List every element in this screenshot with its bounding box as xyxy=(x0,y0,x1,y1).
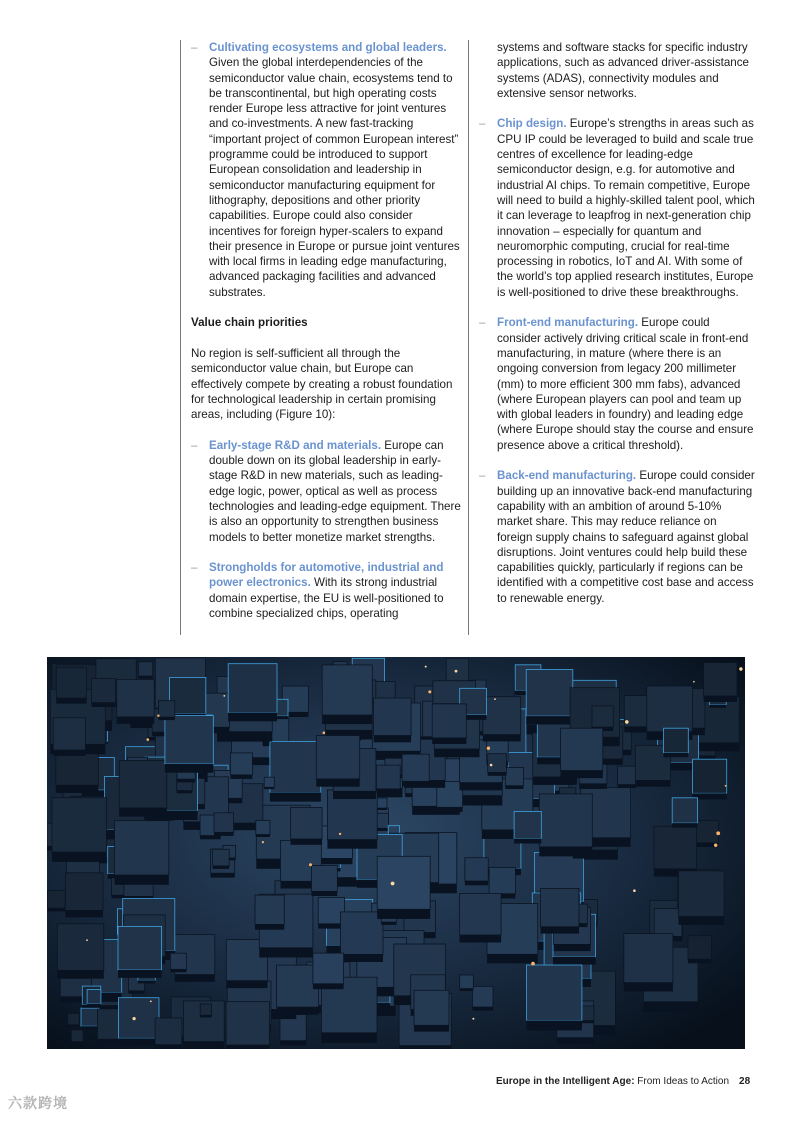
light-spark xyxy=(147,738,150,741)
bullet-strongholds xyxy=(191,560,465,621)
chip-block-side xyxy=(175,975,215,982)
chip-block xyxy=(291,807,323,839)
chip-block-side xyxy=(460,935,502,943)
bullet-dash: – xyxy=(479,469,486,483)
chip-block-side xyxy=(117,717,155,724)
chip-block xyxy=(374,698,412,736)
bullet-lead: Front-end manufacturing. xyxy=(497,316,639,330)
light-spark xyxy=(428,690,431,693)
right-column xyxy=(468,40,755,635)
chip-block xyxy=(654,826,697,869)
chip-block-side xyxy=(138,676,152,679)
chip-block xyxy=(118,926,162,970)
chip-block xyxy=(539,794,592,847)
chip-block xyxy=(255,895,284,924)
chip-block-side xyxy=(327,840,377,849)
light-spark xyxy=(633,889,636,892)
chip-block-side xyxy=(322,715,372,724)
bullet-lead: Back-end manufacturing. xyxy=(497,469,637,483)
chip-block xyxy=(312,866,338,892)
bullet-lead: Strongholds for automotive, industrial and power electronics. xyxy=(209,561,444,590)
chip-block xyxy=(228,664,277,713)
light-spark xyxy=(323,732,326,735)
chip-block-side xyxy=(56,785,99,793)
chip-block-side xyxy=(230,775,252,779)
chip-block-side xyxy=(693,743,739,751)
light-spark xyxy=(693,681,695,683)
chip-block-side xyxy=(118,1038,159,1045)
chip-block-side xyxy=(527,1020,582,1030)
chip-block xyxy=(316,736,359,779)
light-spark xyxy=(739,667,742,670)
light-spark xyxy=(391,882,395,886)
chip-block-side xyxy=(381,922,396,925)
chip-block-side xyxy=(256,835,270,838)
continuation-text: systems and software stacks for specific industry applications, such as advanced driver-assistance systems (ADAS), connectivity modules and extensive sensor networks. xyxy=(497,41,749,100)
chip-block-side xyxy=(514,839,541,844)
chip-block xyxy=(696,820,719,843)
page-number: 28 xyxy=(739,1076,751,1087)
chip-block xyxy=(679,871,725,917)
chip-block-side xyxy=(200,836,221,840)
chip-block-side xyxy=(488,772,507,775)
chip-block-side xyxy=(313,984,344,990)
chip-block-side xyxy=(119,808,167,817)
chip-block xyxy=(402,754,429,781)
page-footer xyxy=(496,1076,750,1087)
chip-block-side xyxy=(539,847,592,857)
intro-paragraph: No region is self-sufficient all through the semiconductor value chain, but Europe can effectively compete by creating a robust foundation for technological leadership in certain promising areas, including (Figure 10): xyxy=(191,346,453,422)
chip-block xyxy=(647,686,693,732)
chip-block-side xyxy=(87,1004,101,1007)
chip-block-side xyxy=(553,957,596,965)
chip-block-side xyxy=(414,1025,449,1031)
chip-block xyxy=(313,953,344,984)
chip-block-side xyxy=(487,954,538,963)
bullet-text: Given the global interdependencies of the semiconductor value chain, ecosystems tend to be transcontinental, but high operating costs render Europe less attractive for joint ventures and co-investments. A new fast-tracking “important project of common European interest” programme could be introduced to support European consolidation and leadership in semiconductor manufacturing equipment for lithography, depositions and other priority capabilities. Europe could also consider incentives for foreign hyper-scalers to expand their presence in Europe or pursue joint ventures with local firms in leading edge manufacturing, advanced packaging facilities and advanced substrates. xyxy=(209,56,460,299)
chip-block xyxy=(264,777,274,787)
chip-block-side xyxy=(211,873,235,877)
chip-block-side xyxy=(460,989,474,991)
light-spark xyxy=(725,785,727,787)
chip-block xyxy=(688,936,711,959)
chip-block xyxy=(341,912,384,955)
chip-block xyxy=(230,753,252,775)
chip-block xyxy=(92,678,116,702)
chip-block-side xyxy=(158,717,174,720)
chip-block-side xyxy=(48,908,66,911)
chip-block xyxy=(81,1008,99,1026)
left-column xyxy=(180,40,465,635)
chip-block xyxy=(592,706,613,727)
chip-block-side xyxy=(128,991,144,994)
light-spark xyxy=(490,764,493,767)
chip-block xyxy=(270,742,321,793)
chip-block xyxy=(488,754,507,773)
chip-block xyxy=(624,934,673,983)
chip-block xyxy=(561,728,603,770)
chip-block-side xyxy=(399,1046,451,1049)
chip-block xyxy=(226,1002,269,1045)
chip-block xyxy=(432,704,466,738)
chip-block-side xyxy=(704,696,737,702)
light-spark xyxy=(309,863,312,866)
chip-block xyxy=(693,759,727,793)
chip-block xyxy=(414,990,449,1025)
bullet-lead: Chip design. xyxy=(497,117,567,131)
chip-block-side xyxy=(526,716,573,724)
chip-block xyxy=(52,798,106,852)
light-spark xyxy=(494,698,496,700)
chip-block-side xyxy=(643,1002,698,1012)
chip-block-side xyxy=(541,927,579,934)
light-spark xyxy=(223,695,225,697)
chip-block xyxy=(117,679,155,717)
chip-block-side xyxy=(130,724,154,728)
chip-block-side xyxy=(320,858,353,864)
chip-block-side xyxy=(280,1041,306,1046)
chip-block-side xyxy=(333,791,376,799)
chip-block xyxy=(200,1004,211,1015)
chip-block-side xyxy=(437,807,463,812)
hero-illustration xyxy=(47,657,745,1049)
bullet-text: With its strong industrial domain expertise, the EU is well-positioned to combine specialized chips, operating xyxy=(209,576,444,620)
chip-block-side xyxy=(71,1042,83,1044)
chip-block-side xyxy=(688,959,711,963)
chip-block-side xyxy=(118,970,162,978)
chip-block-side xyxy=(184,1042,225,1049)
light-spark xyxy=(531,962,535,966)
chip-block-side xyxy=(264,787,274,789)
chip-block-side xyxy=(664,753,689,757)
bullet-dash: – xyxy=(191,561,198,575)
chip-block-side xyxy=(255,924,284,929)
chip-block-side xyxy=(53,750,85,756)
chip-block-side xyxy=(68,1025,79,1027)
chip-block-side xyxy=(557,1038,594,1045)
light-spark xyxy=(133,1017,136,1020)
chip-block xyxy=(170,953,186,969)
light-spark xyxy=(472,1018,474,1020)
bullet-rnd xyxy=(191,438,465,545)
chip-block-side xyxy=(472,1007,493,1011)
light-spark xyxy=(716,831,720,835)
chip-block-side xyxy=(465,881,488,885)
chip-block-side xyxy=(155,1045,182,1049)
chip-block-side xyxy=(177,791,193,794)
chip-block xyxy=(87,990,101,1004)
chip-block xyxy=(256,820,270,834)
chip-block-side xyxy=(312,891,338,896)
bullet-dash: – xyxy=(191,41,198,54)
bullet-dash: – xyxy=(479,316,486,330)
chip-block xyxy=(277,965,319,1007)
light-spark xyxy=(86,939,88,941)
section-heading: Value chain priorities xyxy=(191,316,308,330)
chip-block-side xyxy=(434,749,479,757)
chip-block xyxy=(165,716,213,764)
chip-block-side xyxy=(138,980,155,983)
chip-block-side xyxy=(573,856,585,858)
chip-block xyxy=(541,888,579,926)
light-spark xyxy=(150,1001,152,1003)
chip-block xyxy=(618,766,636,784)
footer-subtitle: From Ideas to Action xyxy=(634,1076,730,1087)
chip-block-side xyxy=(57,970,104,978)
chip-block xyxy=(664,728,689,753)
light-spark xyxy=(339,833,341,835)
chip-block xyxy=(48,891,66,909)
chip-block xyxy=(377,798,387,808)
chip-block xyxy=(68,1013,79,1024)
bullet-chip-design xyxy=(479,116,755,300)
chip-block-side xyxy=(321,1033,377,1043)
light-spark xyxy=(625,720,629,724)
chip-block-side xyxy=(505,786,523,789)
chip-block-side xyxy=(228,713,277,722)
chip-block xyxy=(377,856,430,909)
light-spark xyxy=(487,747,490,750)
chip-block-side xyxy=(710,705,727,708)
chip-block-side xyxy=(56,698,86,704)
chip-block-side xyxy=(52,852,106,862)
chip-block xyxy=(505,768,523,786)
chip-block xyxy=(213,849,230,866)
bullet-dash: – xyxy=(479,117,486,131)
chip-block xyxy=(53,718,85,750)
chip-block xyxy=(460,893,502,935)
bullet-lead: Early-stage R&D and materials. xyxy=(209,438,382,452)
chip-block-side xyxy=(341,954,384,962)
chip-block xyxy=(322,665,372,715)
chip-block-side xyxy=(316,779,359,787)
chip-block xyxy=(214,813,234,833)
chip-block-side xyxy=(533,777,577,785)
chip-block xyxy=(514,811,541,838)
chip-block-side xyxy=(92,703,116,707)
chip-block-side xyxy=(115,875,169,885)
chip-block xyxy=(65,873,103,911)
chip-block xyxy=(460,975,474,989)
chip-block-side xyxy=(200,1015,211,1017)
chip-block xyxy=(155,1018,182,1045)
chip-block xyxy=(115,821,169,875)
light-spark xyxy=(425,666,427,668)
chip-block xyxy=(465,858,488,881)
light-spark xyxy=(262,841,264,843)
chip-block xyxy=(654,909,682,937)
chip-block xyxy=(56,668,86,698)
chip-block xyxy=(489,867,515,893)
chip-block xyxy=(527,965,582,1020)
chip-block xyxy=(158,701,174,717)
chip-block-side xyxy=(635,780,670,786)
chip-block-side xyxy=(377,808,387,810)
chip-block-side xyxy=(213,866,230,869)
chip-block xyxy=(119,760,167,808)
chip-block-side xyxy=(259,948,313,958)
chip-block-side xyxy=(376,789,400,793)
chip-block-side xyxy=(277,1007,319,1015)
chip-block xyxy=(483,697,521,735)
chip-block xyxy=(704,663,737,696)
chip-block-side xyxy=(214,832,234,836)
bullet-back-end xyxy=(479,468,755,606)
bullet-lead: Cultivating ecosystems and global leaders. xyxy=(209,41,447,54)
chip-block-side xyxy=(624,983,673,992)
chip-block-side xyxy=(81,1026,99,1029)
bullet-text: Europe could consider actively driving critical scale in front-end manufacturing, in mature (where there is an ongoing conversion from legacy 200 millimeter (mm) to more efficient 300 mm fabs), advanced (where European players can pool and team up with global leaders in foundry) and leading edge (where Europe should stay the course and ensure presence above a critical threshold). xyxy=(497,316,754,452)
light-spark xyxy=(714,844,717,847)
chip-block-side xyxy=(579,784,607,789)
chip-block-side xyxy=(226,981,267,988)
chip-block xyxy=(138,662,152,676)
chip-block-side xyxy=(483,735,521,742)
chip-block-side xyxy=(65,911,103,918)
chip-block-side xyxy=(377,909,430,919)
chip-block-side xyxy=(679,917,725,925)
chip-block-side xyxy=(432,738,466,744)
bullet-dash: – xyxy=(191,438,198,452)
bullet-ecosystems xyxy=(191,40,465,300)
light-spark xyxy=(455,670,458,673)
watermark-logo: 六款跨境 xyxy=(8,1095,68,1111)
chip-block-side xyxy=(374,736,412,743)
chip-block-side xyxy=(672,823,697,828)
chip-block-side xyxy=(554,944,591,951)
chip-block xyxy=(57,924,104,971)
chip-block xyxy=(472,986,493,1007)
chip-block xyxy=(446,658,469,681)
chip-block-side xyxy=(226,1045,269,1049)
bullet-text: Europe’s strengths in areas such as CPU IP could be leveraged to build and scale true centres of excellence for leading-edge semiconductor design, e.g. for automotive and industrial AI chips. To remain competitive, Europe will need to build a highly-skilled talent pool, which it can leverage to leapfrog in next-generation chip innovation – especially for quantum and neuromorphic computing, crucial for real-time processing in robotics, IoT and AI. With some of the world’s top applied research institutes, Europe is well-positioned to drive these breakthroughs. xyxy=(497,117,755,299)
bullet-front-end xyxy=(479,315,755,453)
chip-block xyxy=(672,798,697,823)
chip-block xyxy=(71,1030,83,1042)
chip-block xyxy=(118,998,159,1039)
light-spark xyxy=(157,715,159,717)
chip-block-side xyxy=(270,792,321,801)
bullet-text: Europe could consider building up an innovative back-end manufacturing capability with an ambition of around 5-10% market share. This may reduce reliance on foreign supply chains to safeguard against global disruptions. Joint ventures could help build these capabilities quickly, particularly if regions can be identified with a competitive cost base and access to renewable energy. xyxy=(497,469,755,605)
chip-block-side xyxy=(460,783,503,791)
hero-image-chip-blocks xyxy=(47,657,745,1049)
bullet-text: Europe can double down on its global leadership in early-stage R&D in new materials, such as leading-edge logic, power, optical as well as process technologies and leading-edge equipment. There is also an opportunity to strengthen business models to better monetize market strengths. xyxy=(209,438,461,544)
chip-block-side xyxy=(165,764,213,773)
chip-block-side xyxy=(561,771,603,779)
chip-block-side xyxy=(177,779,195,782)
chip-block xyxy=(376,765,400,789)
footer-title: Europe in the Intelligent Age: xyxy=(496,1076,635,1087)
chip-block-side xyxy=(170,969,186,972)
chip-block xyxy=(526,670,573,717)
chip-block-side xyxy=(402,781,429,786)
chip-block-side xyxy=(291,839,323,845)
